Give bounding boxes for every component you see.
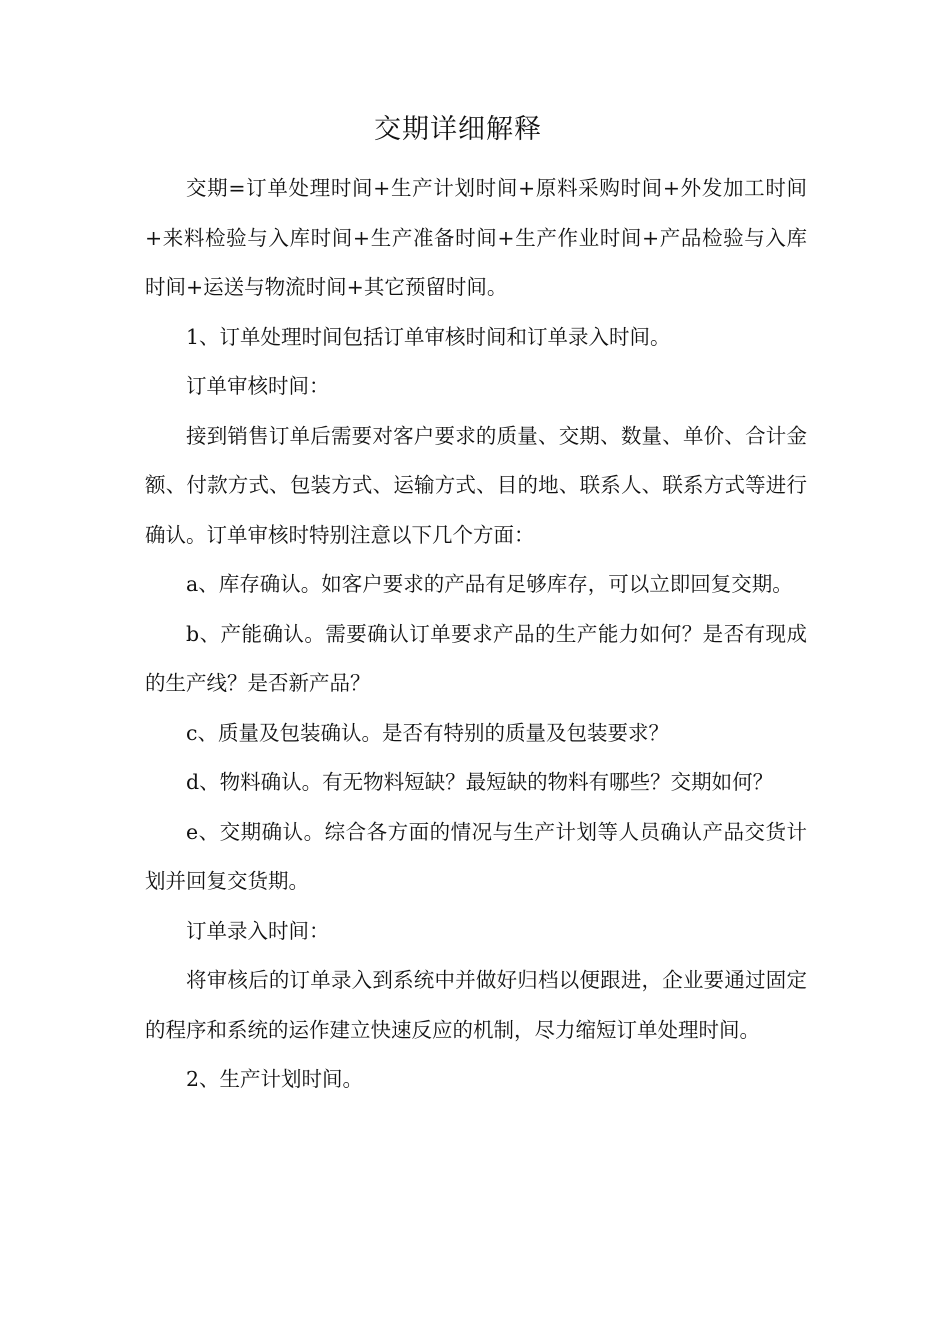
paragraph-material-check: d、物料确认。有无物料短缺？最短缺的物料有哪些？交期如何？ [186,770,774,794]
paragraph-delivery-check: e、交期确认。综合各方面的情况与生产计划等人员确认产品交货计划并回复交货期。 [145,819,807,893]
paragraph-order-processing: 1、订单处理时间包括订单审核时间和订单录入时间。 [186,324,671,349]
paragraph-production-planning: 2、生产计划时间。 [186,1067,364,1091]
document-body [145,164,807,1105]
paragraph-order-review-heading: 订单审核时间： [186,374,330,398]
document-title: 交期详细解释 [374,114,542,145]
paragraph-order-entry-heading: 订单录入时间： [186,918,330,943]
paragraph-order-review-detail: 接到销售订单后需要对客户要求的质量、交期、数量、单价、合计金额、付款方式、包装方式、运输方式、目的地、联系人、联系方式等进行确认。订单审核时特别注意以下几个方面： [145,423,807,547]
paragraph-quality-packaging-check: c、质量及包装确认。是否有特别的质量及包装要求？ [186,720,669,745]
paragraph-inventory-check: a、库存确认。如客户要求的产品有足够库存，可以立即回复交期。 [186,572,793,596]
paragraph-order-entry-detail: 将审核后的订单录入到系统中并做好归档以便跟进，企业要通过固定的程序和系统的运作建立快速反应的机制，尽力缩短订单处理时间。 [145,968,807,1042]
paragraph-capacity-check: b、产能确认。需要确认订单要求产品的生产能力如何？是否有现成的生产线？是否新产品？ [145,621,807,695]
paragraph-delivery-formula: 交期=订单处理时间+生产计划时间+原料采购时间+外发加工时间+来料检验与入库时间+生产准备时间+生产作业时间+产品检验与入库时间+运送与物流时间+其它预留时间。 [145,176,807,299]
